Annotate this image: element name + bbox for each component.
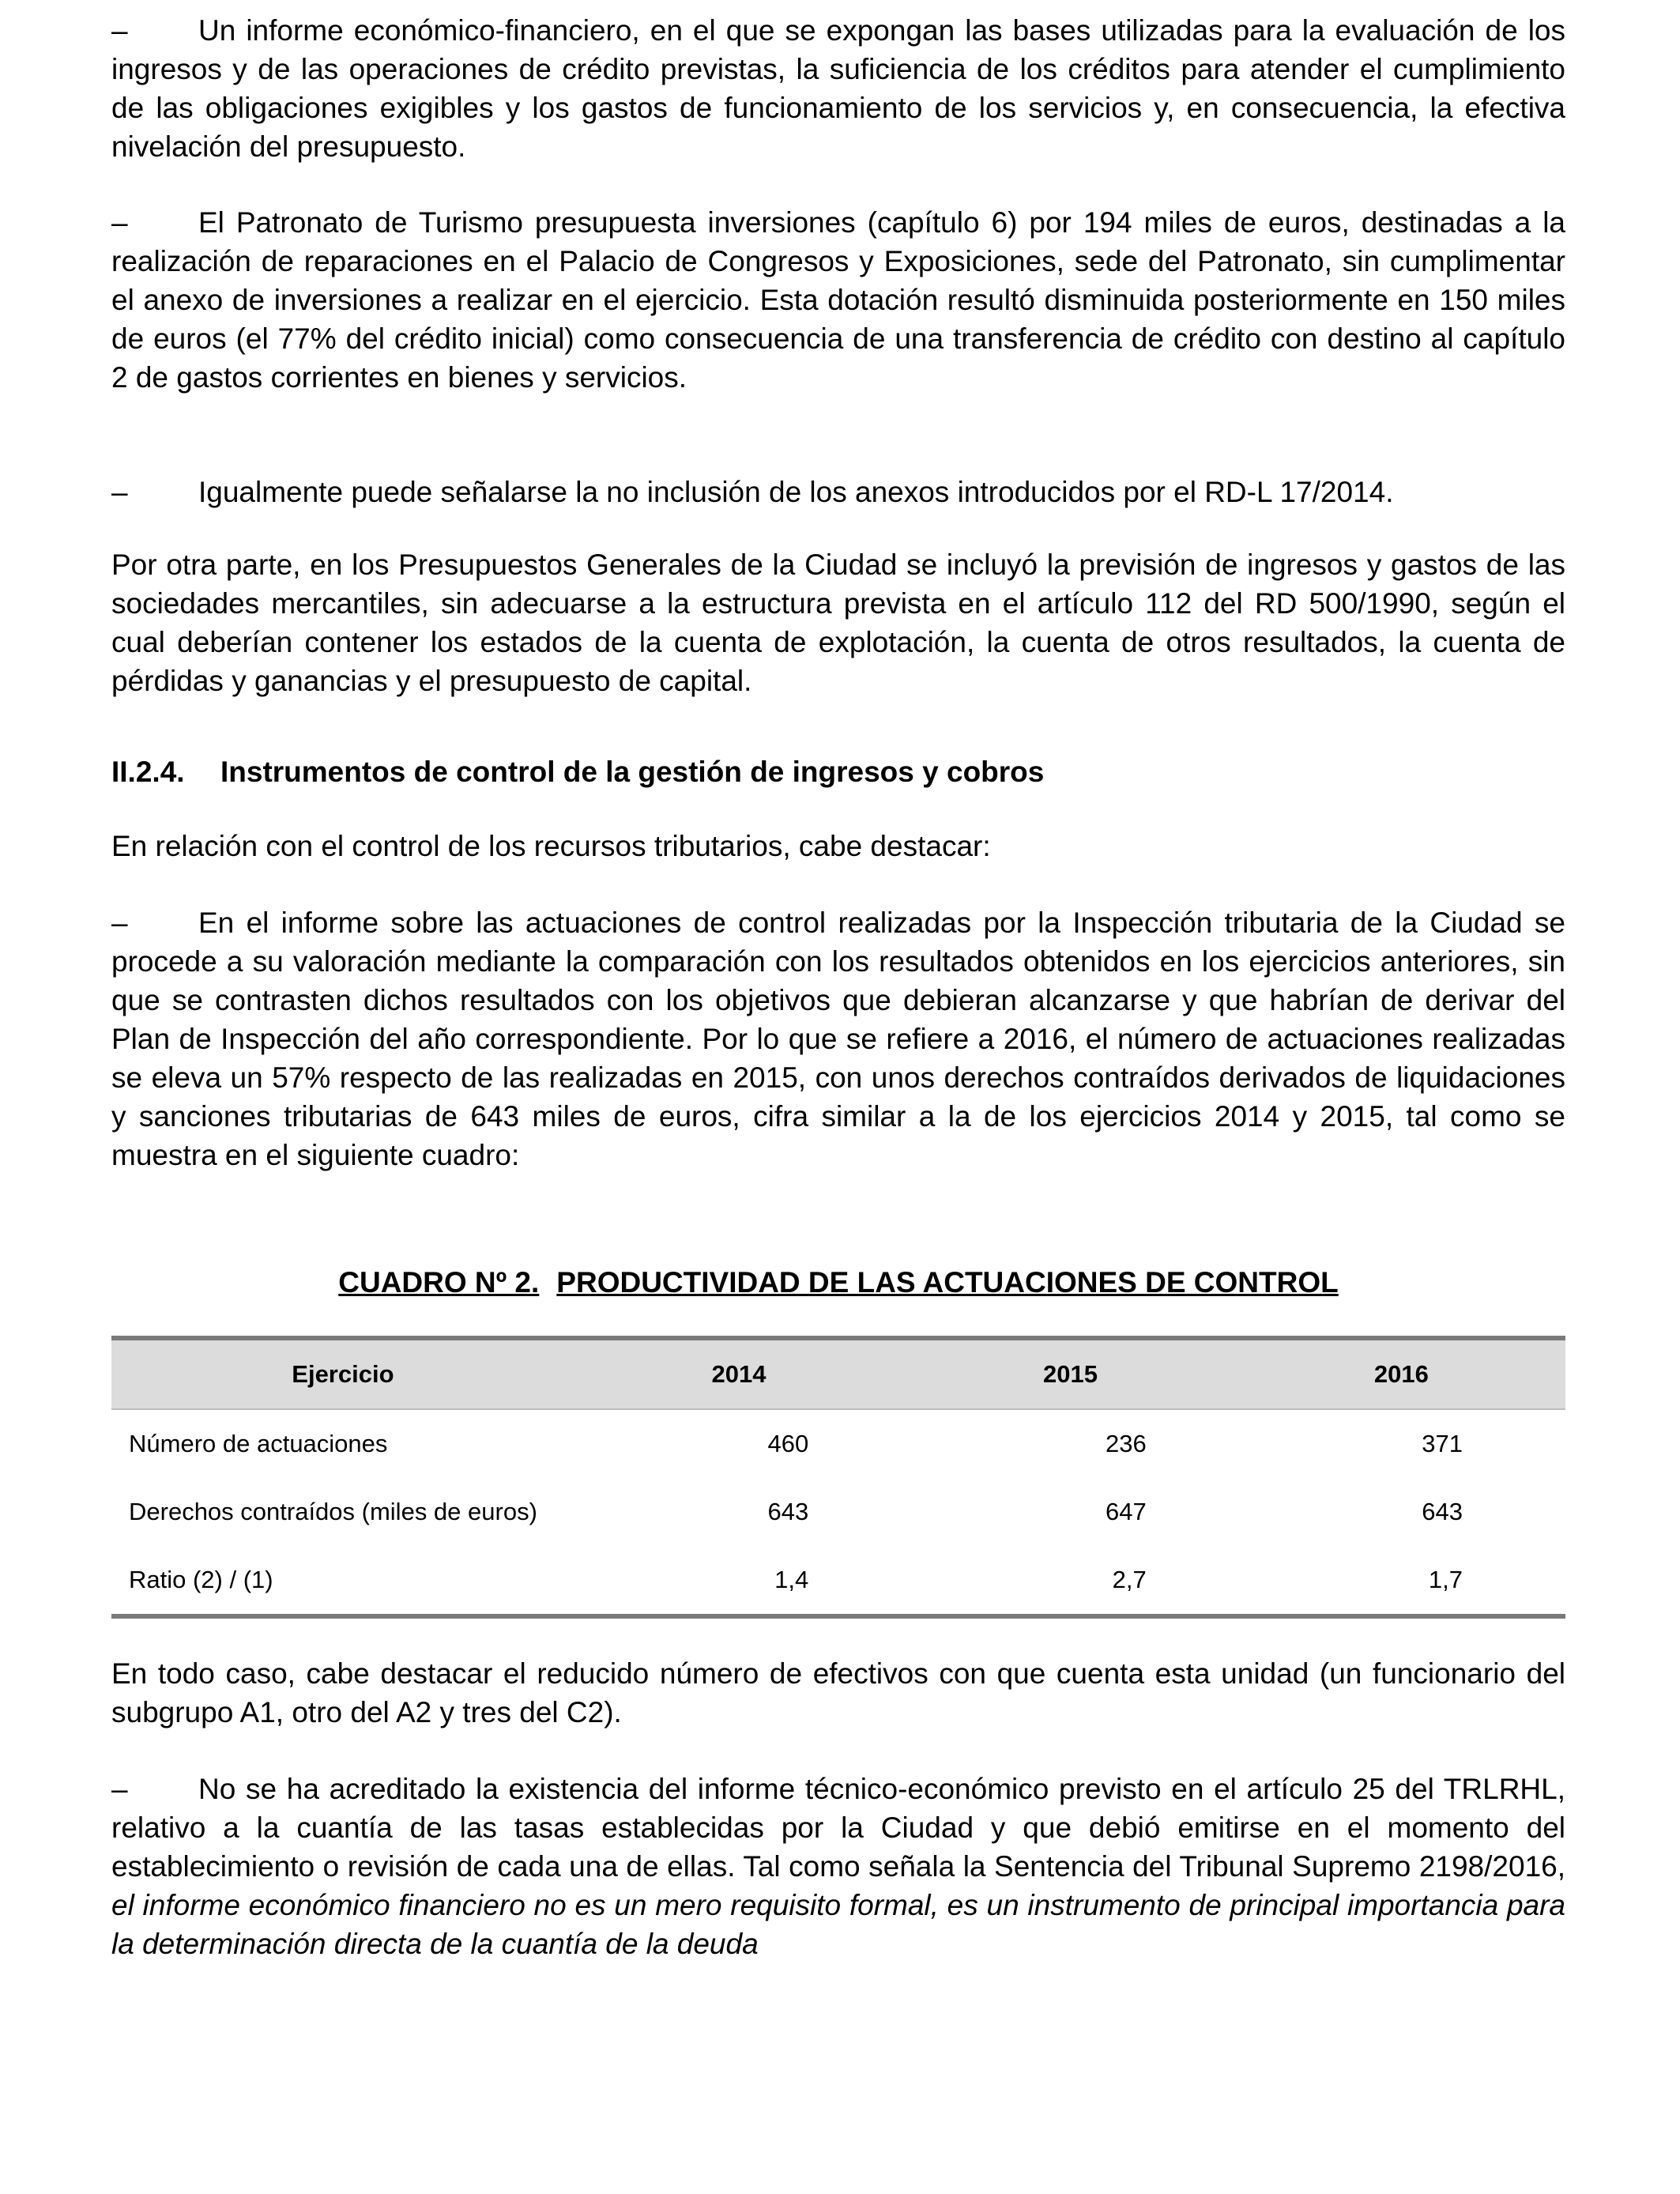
table-title: [111, 1263, 1565, 1302]
bullet-dash: –: [111, 907, 128, 939]
paragraph-text: En relación con el control de los recursos tributarios, cabe destacar:: [111, 830, 991, 862]
bullet-paragraph-informe-economico: [111, 11, 1565, 166]
table-title-number: CUADRO Nº 2.: [338, 1266, 540, 1299]
table-cell: 647: [1106, 1498, 1147, 1525]
paragraph-text: En todo caso, cabe destacar el reducido número de efectivos con que cuenta esta unidad (un funcionario del subgrupo A1, otro del A2 y tres del C2).: [111, 1657, 1565, 1728]
section-number: II.2.4.: [111, 756, 185, 788]
table-cell: 1,7: [1237, 1546, 1565, 1616]
table-title-text: PRODUCTIVIDAD DE LAS ACTUACIONES DE CONTROL: [556, 1266, 1339, 1299]
table-cell: 236: [1106, 1430, 1147, 1457]
table-row: [111, 1478, 1565, 1546]
table-header-cell: 2016: [1237, 1338, 1565, 1409]
table-cell: 371: [1422, 1430, 1463, 1457]
paragraph-text: Un informe económico-financiero, en el que se expongan las bases utilizadas para la evaluación de los ingresos y de las operaciones de crédito previstas, la suficiencia de los créditos para atender el cumplimiento de las obligaciones exigibles y los gastos de funcionamiento de los servicios y, en consecuencia, la efectiva nivelación del presupuesto.: [111, 14, 1565, 163]
document-page: [111, 0, 1565, 2194]
section-heading: [111, 752, 1565, 791]
bullet-paragraph-patronato: [111, 203, 1565, 397]
bullet-dash: –: [111, 14, 128, 47]
paragraph-quote-italic: el informe económico financiero no es un mero requisito formal, es un instrumento de principal importancia para la determinación directa de la cuantía de la deuda: [111, 1889, 1565, 1960]
paragraph-text: En el informe sobre las actuaciones de control realizadas por la Inspección tributaria de la Ciudad se procede a su valoración mediante la comparación con los resultados obtenidos en los ejercicios anteriores, sin que se contrasten dichos resultados con los objetivos que debieran alcanzarse y que habrían de derivar del Plan de Inspección del año correspondiente. Por lo que se refiere a 2016, el número de actuaciones realizadas se eleva un 57% respecto de las realizadas en 2015, con unos derechos contraídos derivados de liquidaciones y sanciones tributarias de 643 miles de euros, cifra similar a la de los ejercicios 2014 y 2015, tal como se muestra en el siguiente cuadro:: [111, 907, 1565, 1171]
paragraph-recursos-tributarios: [111, 827, 1565, 865]
table-header-row: [111, 1338, 1565, 1409]
table-cell-label: Número de actuaciones: [129, 1430, 388, 1457]
paragraph-text: Por otra parte, en los Presupuestos Generales de la Ciudad se incluyó la previsión de ingresos y gastos de las sociedades mercantiles, sin adecuarse a la estructura prevista en el artículo 112 del RD 500/1990, según el cual deberían contener los estados de la cuenta de explotación, la cuenta de otros resultados, la cuenta de pérdidas y ganancias y el presupuesto de capital.: [111, 548, 1565, 697]
table-header-cell: 2014: [574, 1338, 903, 1409]
table-container: [111, 1336, 1565, 1619]
table-header-cell: Ejercicio: [111, 1338, 574, 1409]
paragraph-text: El Patronato de Turismo presupuesta inversiones (capítulo 6) por 194 miles de euros, destinadas a la realización de reparaciones en el Palacio de Congresos y Exposiciones, sede del Patronato, sin cumplimentar el anexo de inversiones a realizar en el ejercicio. Esta dotación resultó disminuida posteriormente en 150 miles de euros (el 77% del crédito inicial) como consecuencia de una transferencia de crédito con destino al capítulo 2 de gastos corrientes en bienes y servicios.: [111, 206, 1565, 394]
paragraph-efectivos: [111, 1654, 1565, 1732]
paragraph-text: No se ha acreditado la existencia del informe técnico-económico previsto en el artículo 25 del TRLRHL, relativo a la cuantía de las tasas establecidas por la Ciudad y que debió emitirse en el momento del establecimiento o revisión de cada una de ellas. Tal como señala la Sentencia del Tribunal Supremo 2198/2016,: [111, 1773, 1565, 1883]
table-cell: 460: [767, 1430, 809, 1457]
bullet-dash: –: [111, 1773, 128, 1805]
table-cell-label: Ratio (2) / (1): [111, 1546, 574, 1616]
paragraph-text: Igualmente puede señalarse la no inclusión de los anexos introducidos por el RD-L 17/2014.: [198, 476, 1394, 508]
bullet-paragraph-informe-tecnico: [111, 1770, 1565, 1963]
table-cell-label: Derechos contraídos (miles de euros): [129, 1498, 537, 1525]
table-cell: 2,7: [903, 1546, 1237, 1616]
table-row: [111, 1409, 1565, 1478]
bullet-dash: –: [111, 206, 128, 239]
table-cell: 1,4: [574, 1546, 903, 1616]
table-header-cell: 2015: [903, 1338, 1237, 1409]
section-title: Instrumentos de control de la gestión de ingresos y cobros: [220, 756, 1045, 788]
paragraph-sociedades-mercantiles: [111, 545, 1565, 700]
productividad-table: [111, 1336, 1565, 1619]
table-cell: 643: [767, 1498, 809, 1525]
bullet-dash: –: [111, 476, 128, 508]
table-cell: 643: [1422, 1498, 1463, 1525]
bullet-paragraph-inspeccion: [111, 903, 1565, 1174]
bullet-paragraph-anexos: [111, 473, 1565, 511]
table-row: [111, 1546, 1565, 1616]
